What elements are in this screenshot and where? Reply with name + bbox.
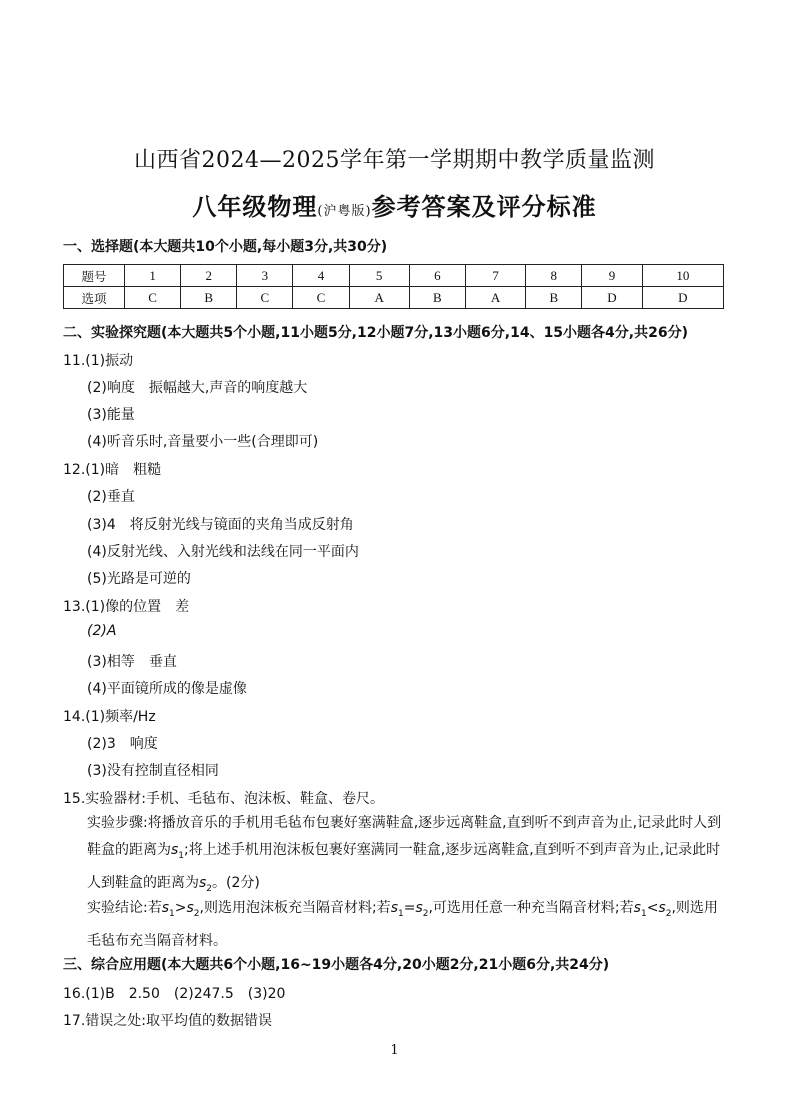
document-title: 山西省2024—2025学年第一学期期中教学质量监测 bbox=[134, 148, 655, 173]
subtitle-main-a: 八年级物理 bbox=[192, 192, 318, 221]
q15-steps-text-b: ;将上述手机用泡沫板包裹好塞满同一鞋盒,逐步远离鞋盒,直到听不到声音为止,记录此时人到鞋盒的距离为 bbox=[87, 842, 721, 891]
q15-concl-text: ,可选用任意一种充当隔音材料;若 bbox=[428, 900, 634, 916]
var-s: s bbox=[633, 900, 641, 916]
var-s: s bbox=[390, 900, 398, 916]
table-cell: 2 bbox=[181, 265, 237, 287]
table-cell: 5 bbox=[349, 265, 409, 287]
q13-line: (3)相等 垂直 bbox=[87, 654, 177, 670]
q11-line: (4)听音乐时,音量要小一些(合理即可) bbox=[87, 434, 319, 450]
q15-steps bbox=[87, 810, 727, 903]
var-subscript: 2 bbox=[422, 908, 429, 919]
q12-line: (2)垂直 bbox=[87, 489, 135, 505]
var-s: s bbox=[199, 874, 207, 891]
q15-concl-symbol: = bbox=[403, 900, 416, 916]
row-label-answer: 选项 bbox=[64, 287, 125, 309]
q15-concl-text: ,则选用毛毡布充当隔音材料。 bbox=[87, 900, 718, 949]
table-cell: 4 bbox=[293, 265, 349, 287]
q15-conclusion bbox=[87, 895, 727, 955]
q13-line: 13.(1)像的位置 差 bbox=[63, 599, 190, 615]
q14-line: 14.(1)频率/Hz bbox=[63, 709, 156, 725]
table-cell: 6 bbox=[409, 265, 465, 287]
q17-line: 17.错误之处:取平均值的数据错误 bbox=[63, 1013, 272, 1029]
table-cell: D bbox=[642, 287, 723, 309]
var-s: s bbox=[161, 900, 170, 916]
q15-concl-text: 实验结论:若 bbox=[87, 900, 162, 916]
table-cell: 3 bbox=[237, 265, 293, 287]
q15-concl-symbol: > bbox=[174, 900, 187, 916]
q11-line: (2)响度 振幅越大,声音的响度越大 bbox=[87, 380, 308, 396]
document-subtitle bbox=[0, 187, 789, 222]
table-cell: 1 bbox=[125, 265, 181, 287]
var-subscript: 1 bbox=[178, 850, 185, 861]
q12-line: (4)反射光线、入射光线和法线在同一平面内 bbox=[87, 544, 359, 560]
var-subscript: 1 bbox=[169, 908, 175, 919]
var-subscript: 2 bbox=[665, 908, 672, 919]
var-subscript: 1 bbox=[640, 908, 647, 919]
table-cell: C bbox=[125, 287, 181, 309]
q14-line: (2)3 响度 bbox=[87, 736, 158, 752]
q11-line: (3)能量 bbox=[87, 407, 135, 423]
var-s: s bbox=[415, 900, 423, 916]
answer-table bbox=[63, 264, 724, 309]
table-row-answers bbox=[64, 287, 724, 309]
q13-line: (4)平面镜所成的像是虚像 bbox=[87, 681, 247, 697]
q12-line: (5)光路是可逆的 bbox=[87, 571, 191, 587]
section1-heading: 一、选择题(本大题共10个小题,每小题3分,共30分) bbox=[63, 239, 388, 255]
section2-heading: 二、实验探究题(本大题共5个小题,11小题5分,12小题7分,13小题6分,14、15小题各4分,共26分) bbox=[63, 325, 688, 341]
table-cell: C bbox=[237, 287, 293, 309]
var-subscript: 2 bbox=[206, 883, 213, 894]
q15-concl-text: ,则选用泡沫板充当隔音材料;若 bbox=[199, 900, 391, 916]
subtitle-main-b: 参考答案及评分标准 bbox=[371, 192, 597, 221]
row-label-number: 题号 bbox=[64, 265, 125, 287]
table-cell: 10 bbox=[642, 265, 723, 287]
q12-line: 12.(1)暗 粗糙 bbox=[63, 462, 162, 478]
q11-line: 11.(1)振动 bbox=[63, 353, 134, 369]
q15-concl-symbol: < bbox=[646, 900, 659, 916]
page-number: 1 bbox=[390, 1043, 399, 1058]
table-cell: 9 bbox=[582, 265, 642, 287]
subtitle-edition: (沪粤版) bbox=[317, 204, 372, 219]
q15-materials: 15.实验器材:手机、毛毡布、泡沫板、鞋盒、卷尺。 bbox=[63, 791, 384, 807]
q16-line: 16.(1)B 2.50 (2)247.5 (3)20 bbox=[63, 986, 286, 1002]
table-cell: B bbox=[409, 287, 465, 309]
q15-steps-text-a: 实验步骤:将播放音乐的手机用毛毡布包裹好塞满鞋盒,逐步远离鞋盒,直到听不到声音为止,记录此时人到鞋盒的距离为 bbox=[87, 815, 722, 858]
table-cell: B bbox=[526, 287, 582, 309]
table-cell: A bbox=[349, 287, 409, 309]
table-cell: C bbox=[293, 287, 349, 309]
table-cell: D bbox=[582, 287, 642, 309]
table-cell: B bbox=[181, 287, 237, 309]
var-s: s bbox=[186, 900, 194, 916]
var-subscript: 2 bbox=[193, 908, 200, 919]
table-cell: 8 bbox=[526, 265, 582, 287]
q15-steps-text-c: 。(2分) bbox=[212, 874, 260, 891]
section3-heading: 三、综合应用题(本大题共6个小题,16~19小题各4分,20小题2分,21小题6分,共24分) bbox=[63, 957, 610, 973]
q13-line: (2)A bbox=[87, 623, 117, 639]
var-s: s bbox=[658, 900, 666, 916]
var-subscript: 1 bbox=[397, 908, 404, 919]
var-s: s bbox=[171, 842, 179, 858]
q12-line: (3)4 将反射光线与镜面的夹角当成反射角 bbox=[87, 517, 354, 533]
table-row-numbers bbox=[64, 265, 724, 287]
table-cell: 7 bbox=[465, 265, 525, 287]
table-cell: A bbox=[465, 287, 525, 309]
q14-line: (3)没有控制直径相同 bbox=[87, 763, 219, 779]
